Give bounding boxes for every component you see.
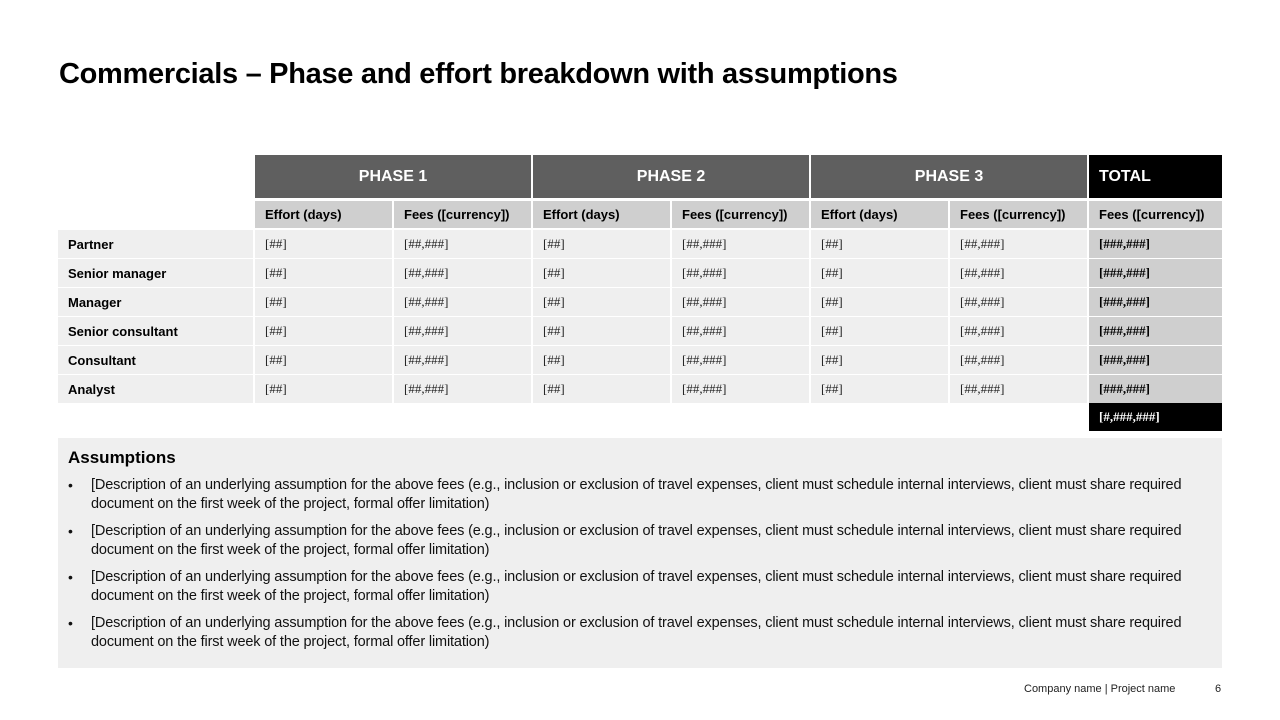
effort-cell: [##] <box>255 259 392 287</box>
effort-cell: [##] <box>533 317 670 345</box>
phase-2-header: PHASE 2 <box>533 155 809 198</box>
assumptions-title: Assumptions <box>68 448 176 467</box>
assumption-text: [Description of an underlying assumption for the above fees (e.g., inclusion or exclusion of travel expenses, client must schedule internal interviews, client must share required document on the first week of the project, formal offer limitation) <box>91 477 1182 512</box>
effort-cell: [##] <box>811 317 948 345</box>
assumption-item <box>68 522 1212 560</box>
total-fees-cell: [###,###] <box>1089 230 1222 258</box>
effort-cell: [##] <box>255 375 392 403</box>
slide-title: Commercials – Phase and effort breakdown with assumptions <box>59 58 898 90</box>
effort-cell: [##] <box>811 230 948 258</box>
effort-cell: [##] <box>255 317 392 345</box>
bullet-icon: • <box>68 615 73 631</box>
fees-cell: [##,###] <box>672 230 809 258</box>
bullet-icon: • <box>68 569 73 585</box>
assumptions-panel <box>58 438 1222 668</box>
fees-cell: [##,###] <box>672 317 809 345</box>
total-fees-cell: [###,###] <box>1089 259 1222 287</box>
role-label: Analyst <box>58 375 253 403</box>
bullet-icon: • <box>68 477 73 493</box>
effort-cell: [##] <box>533 346 670 374</box>
effort-cell: [##] <box>533 375 670 403</box>
fees-cell: [##,###] <box>672 375 809 403</box>
effort-cell: [##] <box>255 230 392 258</box>
assumption-item <box>68 614 1212 652</box>
grand-total: [#,###,###] <box>1089 403 1222 431</box>
fees-cell: [##,###] <box>672 288 809 316</box>
phase-header-row <box>58 155 1222 198</box>
fees-cell: [##,###] <box>950 259 1087 287</box>
sub-header-fees: Fees ([currency]) <box>394 201 531 228</box>
effort-cell: [##] <box>811 346 948 374</box>
fees-cell: [##,###] <box>950 288 1087 316</box>
effort-cell: [##] <box>533 288 670 316</box>
table-row <box>58 259 1222 287</box>
total-fees-cell: [###,###] <box>1089 288 1222 316</box>
sub-header-effort: Effort (days) <box>811 201 948 228</box>
fees-cell: [##,###] <box>394 288 531 316</box>
assumption-text: [Description of an underlying assumption for the above fees (e.g., inclusion or exclusion of travel expenses, client must schedule internal interviews, client must share required document on the first week of the project, formal offer limitation) <box>91 523 1182 558</box>
page-number: 6 <box>1215 683 1222 695</box>
fees-cell: [##,###] <box>950 317 1087 345</box>
phase-3-header: PHASE 3 <box>811 155 1087 198</box>
total-fees-cell: [###,###] <box>1089 375 1222 403</box>
role-label: Senior consultant <box>58 317 253 345</box>
effort-cell: [##] <box>255 288 392 316</box>
sub-header-fees: Fees ([currency]) <box>950 201 1087 228</box>
effort-cell: [##] <box>811 288 948 316</box>
bullet-icon: • <box>68 523 73 539</box>
footer-text: Company name | Project name <box>1024 683 1176 695</box>
table-row <box>58 346 1222 374</box>
fees-cell: [##,###] <box>394 230 531 258</box>
fees-cell: [##,###] <box>394 375 531 403</box>
role-label: Consultant <box>58 346 253 374</box>
phase-1-header: PHASE 1 <box>255 155 531 198</box>
effort-cell: [##] <box>811 375 948 403</box>
role-label: Partner <box>58 230 253 258</box>
fees-cell: [##,###] <box>672 259 809 287</box>
fees-cell: [##,###] <box>950 346 1087 374</box>
effort-cell: [##] <box>533 230 670 258</box>
fees-cell: [##,###] <box>672 346 809 374</box>
total-fees-cell: [###,###] <box>1089 346 1222 374</box>
total-fees-cell: [###,###] <box>1089 317 1222 345</box>
total-header: TOTAL <box>1089 155 1222 198</box>
table-row <box>58 288 1222 316</box>
fees-cell: [##,###] <box>394 317 531 345</box>
assumption-item <box>68 568 1212 606</box>
assumption-text: [Description of an underlying assumption for the above fees (e.g., inclusion or exclusion of travel expenses, client must schedule internal interviews, client must share required document on the first week of the project, formal offer limitation) <box>91 615 1182 650</box>
sub-header-total-fees: Fees ([currency]) <box>1089 201 1222 228</box>
fees-cell: [##,###] <box>394 346 531 374</box>
sub-header-fees: Fees ([currency]) <box>672 201 809 228</box>
table-row <box>58 317 1222 345</box>
sub-header-row <box>58 201 1222 228</box>
sub-header-effort: Effort (days) <box>533 201 670 228</box>
fees-cell: [##,###] <box>950 230 1087 258</box>
assumption-text: [Description of an underlying assumption for the above fees (e.g., inclusion or exclusion of travel expenses, client must schedule internal interviews, client must share required document on the first week of the project, formal offer limitation) <box>91 569 1182 604</box>
assumption-item <box>68 476 1212 514</box>
assumptions-list <box>68 476 1212 652</box>
effort-cell: [##] <box>255 346 392 374</box>
sub-header-effort: Effort (days) <box>255 201 392 228</box>
table-row <box>58 230 1222 258</box>
role-label: Senior manager <box>58 259 253 287</box>
fees-cell: [##,###] <box>394 259 531 287</box>
fees-cell: [##,###] <box>950 375 1087 403</box>
role-label: Manager <box>58 288 253 316</box>
effort-cell: [##] <box>811 259 948 287</box>
table-row <box>58 375 1222 403</box>
effort-cell: [##] <box>533 259 670 287</box>
